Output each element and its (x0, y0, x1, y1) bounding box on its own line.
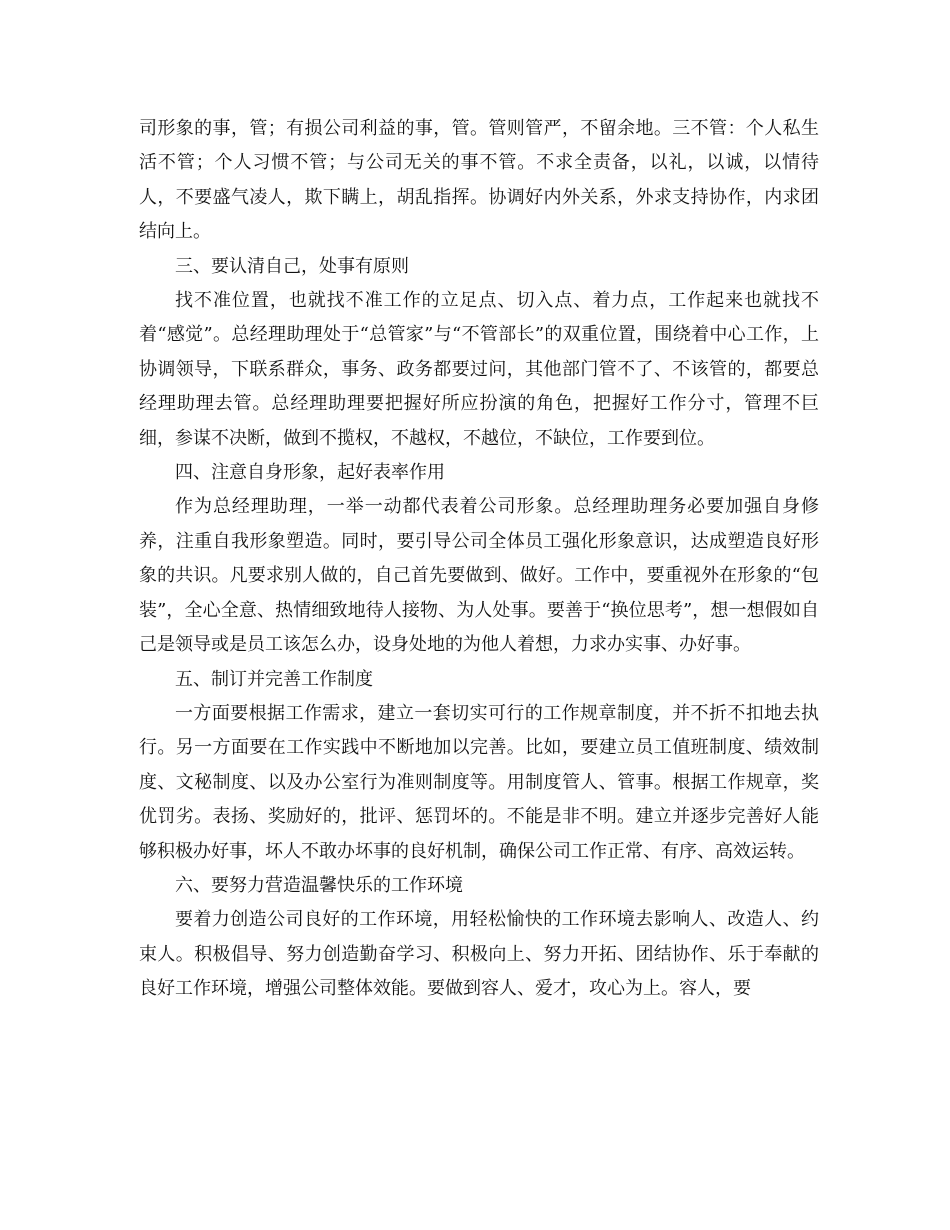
section-heading-3: 三、要认清自己，处事有原则 (175, 255, 409, 277)
document-body (139, 112, 819, 1007)
paragraph-continued: 司形象的事，管；有损公司利益的事，管。管则管严，不留余地。三不管：个人私生活不管；个人习惯不管；与公司无关的事不管。不求全责备，以礼，以诚，以情待人，不要盛气凌人，欺下瞒上，胡乱指挥。协调好内外关系，外求支持协作，内求团结向上。 (139, 118, 819, 243)
section-heading-6: 六、要努力营造温馨快乐的工作环境 (175, 874, 463, 896)
paragraph-section-6: 要着力创造公司良好的工作环境，用轻松愉快的工作环境去影响人、改造人、约束人。积极倡导、努力创造勤奋学习、积极向上、努力开拓、团结协作、乐于奉献的良好工作环境，增强公司整体效能。要做到容人、爱才，攻心为上。容人，要 (139, 909, 819, 1000)
paragraph-section-4: 作为总经理助理，一举一动都代表着公司形象。总经理助理务必要加强自身修养，注重自我形象塑造。同时，要引导公司全体员工强化形象意识，达成塑造良好形象的共识。凡要求别人做的，自己首先要做到、做好。工作中，要重视外在形象的“包装”，全心全意、热情细致地待人接物、为人处事。要善于“换位思考”，想一想假如自己是领导或是员工该怎么办，设身处地的为他人着想，力求办实事、办好事。 (139, 496, 819, 656)
paragraph-section-3: 找不准位置，也就找不准工作的立足点、切入点、着力点，工作起来也就找不着“感觉”。总经理助理处于“总管家”与“不管部长”的双重位置，围绕着中心工作，上协调领导，下联系群众，事务、政务都要过问，其他部门管不了、不该管的，都要总经理助理去管。总经理助理要把握好所应扮演的角色，把握好工作分寸，管理不巨细，参谋不决断，做到不揽权，不越权，不越位，不缺位，工作要到位。 (139, 290, 819, 449)
paragraph-section-5: 一方面要根据工作需求，建立一套切实可行的工作规章制度，并不折不扣地去执行。另一方面要在工作实践中不断地加以完善。比如，要建立员工值班制度、绩效制度、文秘制度、以及办公室行为准则制度等。用制度管人、管事。根据工作规章，奖优罚劣。表扬、奖励好的，批评、惩罚坏的。不能是非不明。建立并逐步完善好人能够积极办好事，坏人不敢办坏事的良好机制，确保公司工作正常、有序、高效运转。 (139, 702, 819, 862)
section-heading-5: 五、制订并完善工作制度 (175, 668, 373, 690)
section-heading-4: 四、注意自身形象，起好表率作用 (175, 462, 445, 484)
